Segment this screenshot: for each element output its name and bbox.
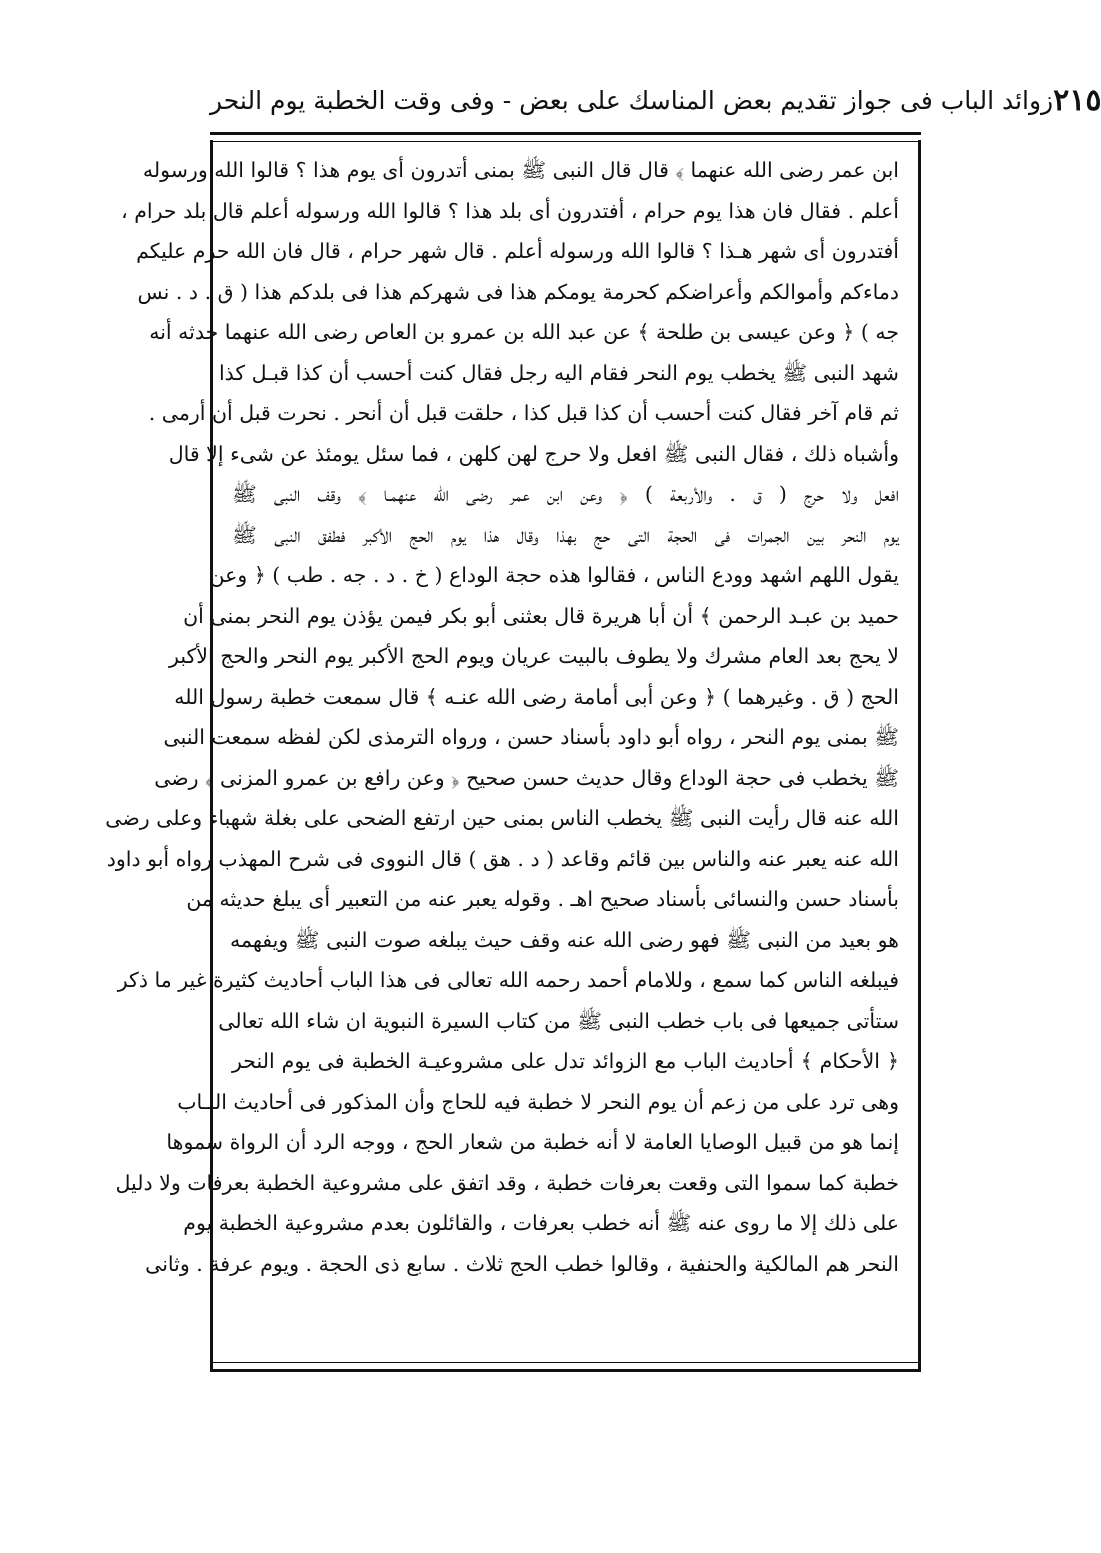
text-line: جه ) ﴿ وعن عيسى بن طلحة ﴾ عن عبد الله بن عمرو بن العاص رضى الله عنهما حدثه أنه	[149, 320, 899, 344]
text-line: الله عنه قال رأيت النبى ﷺ يخطب الناس بمنى حين ارتفع الضحى على بغلة شهباء وعلى رضى	[105, 806, 899, 830]
text-line: هو بعيد من النبى ﷺ فهو رضى الله عنه وقف حيث يبلغه صوت النبى ﷺ ويفهمه	[230, 927, 899, 952]
text-line: ستأتى جميعها فى باب خطب النبى ﷺ من كتاب السيرة النبوية ان شاء الله تعالى	[218, 1008, 899, 1033]
page-header	[210, 78, 1101, 122]
text-line: دماءكم وأموالكم وأعراضكم كحرمة يومكم هذا فى شهركم هذا فى بلدكم هذا ( ق . د . نس	[137, 279, 899, 304]
text-line: خطبة كما سموا التى وقعت بعرفات خطبة ، وقد اتفق على مشروعية الخطبة بعرفات ولا دليل	[115, 1170, 899, 1195]
text-line: النحر هم المالكية والحنفية ، وقالوا خطب الحج ثلاث . سابع ذى الحجة . ويوم عرفة . وثانى	[145, 1251, 899, 1276]
text-line: ابن عمر رضى الله عنهما ﴾ قال قال النبى ﷺ بمنى أتدرون أى يوم هذا ؟ قالوا الله ورسوله	[142, 158, 899, 182]
text-line: أفتدرون أى شهر هـذا ؟ قالوا الله ورسوله أعلم . قال شهر حرام ، قال فان الله حرم عليكم	[136, 239, 899, 263]
text-line: وأشباه ذلك ، فقال النبى ﷺ افعل ولا حرج لهن كلهن ، فما سئل يومئذ عن شىء إلا قال	[168, 441, 899, 466]
text-line: الله عنه يعبر عنه والناس بين قائم وقاعد ( د . هق ) قال النووى فى شرح المهذب رواه أبو داود	[106, 846, 899, 871]
text-line: ﴿ الأحكام ﴾ أحاديث الباب مع الزوائد تدل على مشروعيـة الخطبة فى يوم النحر	[232, 1049, 899, 1073]
text-line: يقول اللهم اشهد وودع الناس ، فقالوا هذه حجة الوداع ( خ . د . جه . طب ) ﴿ وعن	[209, 563, 899, 587]
body-text	[105, 150, 899, 1284]
text-line: على ذلك إلا ما روى عنه ﷺ أنه خطب بعرفات ، والقائلون بعدم مشروعية الخطبة يوم	[183, 1211, 899, 1235]
text-line: ﷺ بمنى يوم النحر ، رواه أبو داود بأسناد حسن ، ورواه الترمذى لكن لفظه سمعت النبى	[163, 725, 899, 749]
text-line: حميد بن عبـد الرحمن ﴾ أن أبا هريرة قال بعثنى أبو بكر فيمن يؤذن يوم النحر بمنى أن	[183, 603, 899, 628]
text-line: إنما هو من قبيل الوصايا العامة لا أنه خطبة من شعار الحج ، ووجه الرد أن الرواة سموها	[166, 1130, 899, 1154]
page-number: ٢١٥	[1053, 82, 1101, 118]
text-line: فيبلغه الناس كما سمع ، وللامام أحمد رحمه الله تعالى فى هذا الباب أحاديث كثيرة غير ما ذكر	[117, 968, 899, 992]
text-line: افعل ولا حرج ( ق . والأربعة ) ﴿ وعن ابن عمر رضى الله عنهمـا ﴾ وقف النبى ﷺ	[232, 482, 899, 506]
text-line: ثم قام آخر فقال كنت أحسب أن كذا قبل كذا ، حلقت قبل أن أنحر . نحرت قبل أن أرمى .	[148, 401, 899, 425]
text-line: بأسناد حسن والنسائى بأسناد صحيح اهـ . وقوله يعبر عنه من التعبير أى يبلغ حديثه من	[186, 887, 899, 911]
bottom-border	[210, 1362, 921, 1372]
text-line: وهى ترد على من زعم أن يوم النحر لا خطبة فيه للحاج وأن المذكور فى أحاديث البـاب	[177, 1089, 899, 1114]
text-line: شهد النبى ﷺ يخطب يوم النحر فقام اليه رجل فقال كنت أحسب أن كذا قبـل كذا	[218, 360, 899, 385]
text-line: لا يحج بعد العام مشرك ولا يطوف بالبيت عريان ويوم الحج الأكبر يوم النحر والحج الأكبر	[169, 644, 899, 668]
text-line: يوم النحر بين الجمرات فى الحجة التى حج بهذا وقال هذا يوم الحج الأكبر فطفق النبى ﷺ	[232, 522, 899, 547]
text-line: أعلم . فقال فان هذا يوم حرام ، أفتدرون أى بلد هذا ؟ قالوا الله ورسوله أعلم قال بلد حرام ،	[121, 198, 899, 223]
text-line: الحج ( ق . وغيرهما ) ﴿ وعن أبى أمامة رضى الله عنـه ﴾ قال سمعت خطبة رسول الله	[174, 684, 899, 709]
right-border	[918, 140, 921, 1370]
text-line: ﷺ يخطب فى حجة الوداع وقال حديث حسن صحيح ﴿ وعن رافع بن عمرو المزنى ﴾ رضى	[154, 765, 899, 790]
running-title: زوائد الباب فى جواز تقديم بعض المناسك على بعض - وفى وقت الخطبة يوم النحر	[210, 85, 1054, 115]
top-border	[210, 132, 921, 142]
